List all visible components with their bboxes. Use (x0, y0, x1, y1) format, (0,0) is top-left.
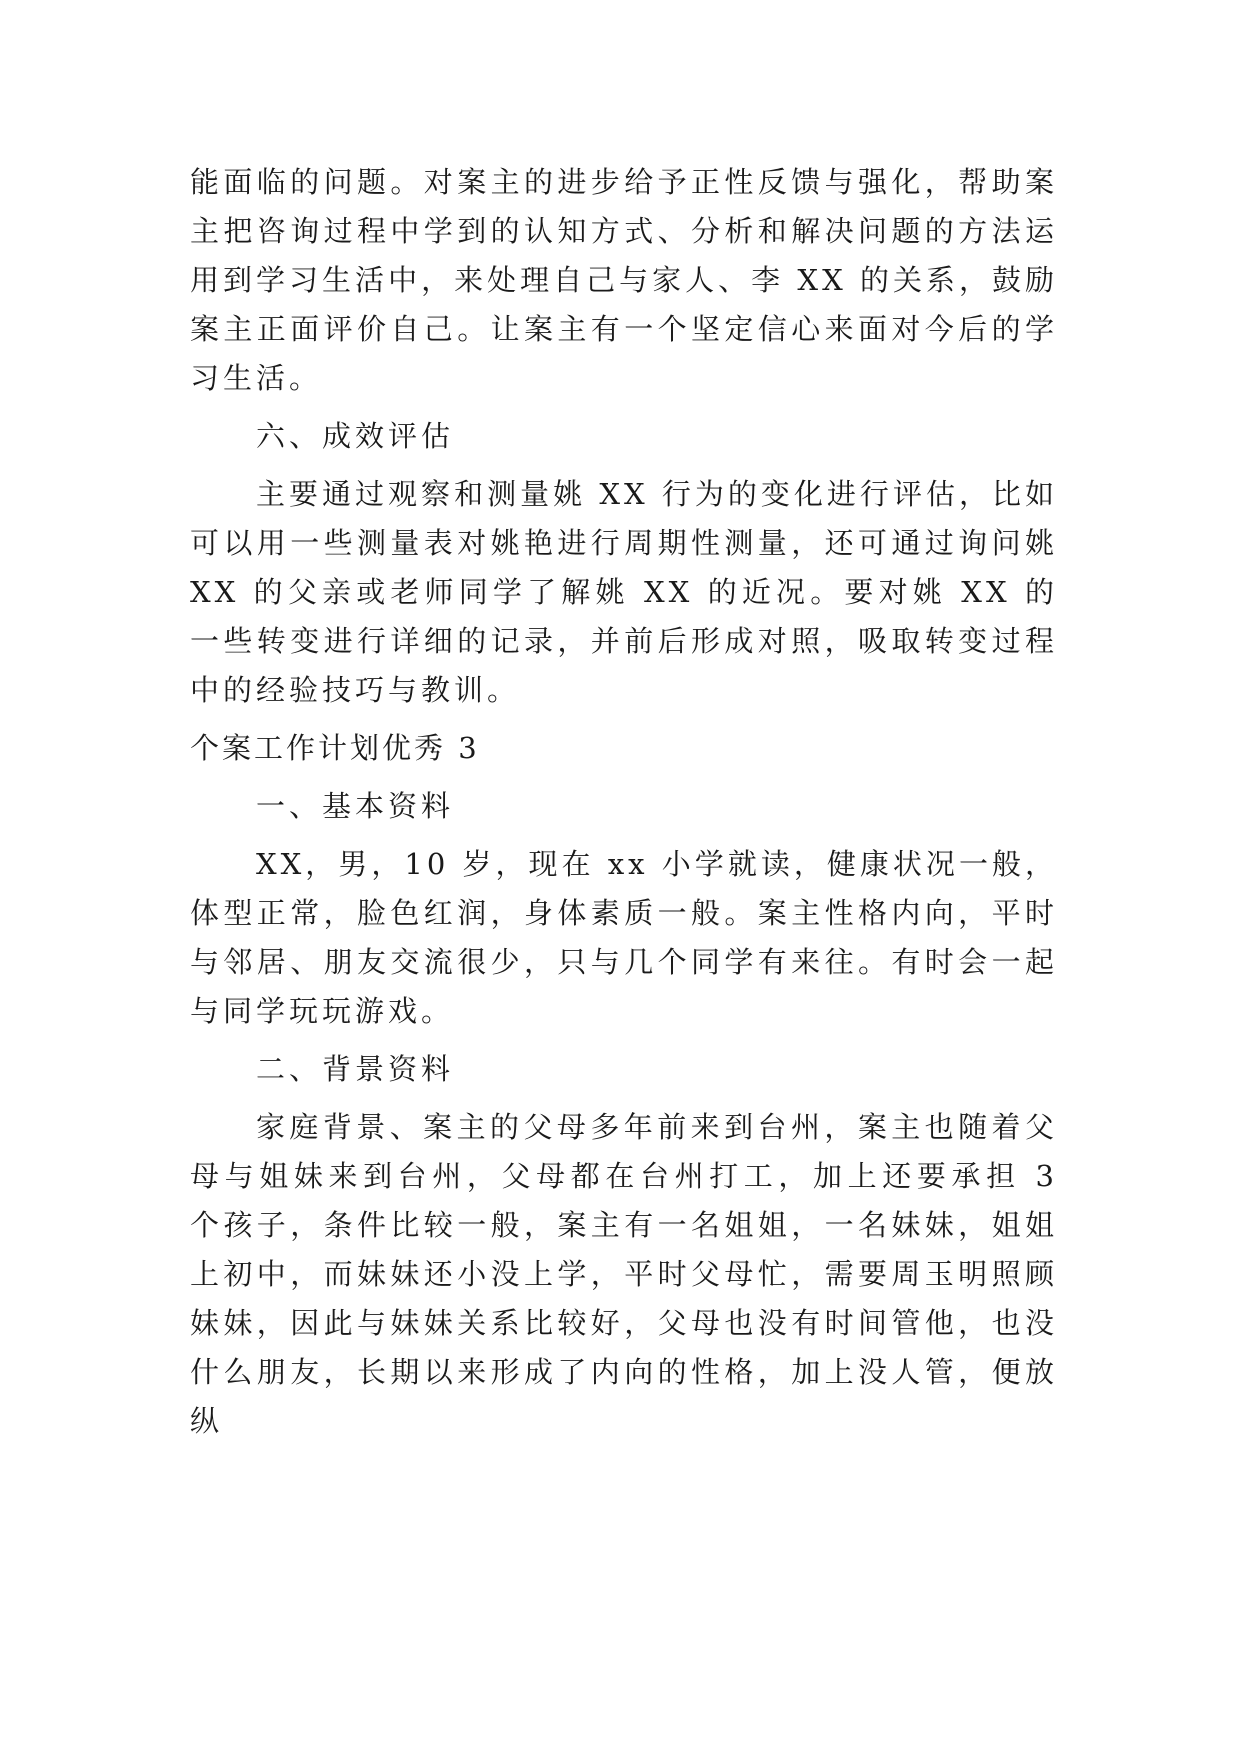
heading-background-info: 二、背景资料 (256, 1052, 455, 1086)
paragraph-family-background: 家庭背景、案主的父母多年前来到台州，案主也随着父母与姐妹来到台州，父母都在台州打工，加上还要承担 3 个孩子，条件比较一般，案主有一名姐姐，一名妹妹，姐姐上初中，而妹妹还小没上学，平时父母忙，需要周玉明照顾妹妹，因此与妹妹关系比较好，父母也没有时间管他，也没什么朋友，长期以来形成了内向的性格，加上没人管，便放纵 (190, 1110, 1058, 1438)
paragraph-basic-info: XX，男，10 岁，现在 xx 小学就读，健康状况一般，体型正常，脸色红润，身体素质一般。案主性格内向，平时与邻居、朋友交流很少，只与几个同学有来往。有时会一起与同学玩玩游戏。 (190, 847, 1058, 1028)
paragraph-evaluation-method: 主要通过观察和测量姚 XX 行为的变化进行评估，比如可以用一些测量表对姚艳进行周期性测量，还可通过询问姚 XX 的父亲或老师同学了解姚 XX 的近况。要对姚 XX 的一些转变进行详细的记录，并前后形成对照，吸取转变过程中的经验技巧与教训。 (190, 477, 1058, 707)
document-body (190, 158, 1058, 1446)
heading-basic-info: 一、基本资料 (256, 789, 455, 823)
paragraph-counseling-continuation: 能面临的问题。对案主的进步给予正性反馈与强化，帮助案主把咨询过程中学到的认知方式、分析和解决问题的方法运用到学习生活中，来处理自己与家人、李 XX 的关系，鼓励案主正面评价自己。让案主有一个坚定信心来面对今后的学习生活。 (190, 165, 1058, 395)
heading-effect-evaluation: 六、成效评估 (256, 419, 455, 453)
section-title-case-plan-3: 个案工作计划优秀 3 (190, 731, 480, 765)
